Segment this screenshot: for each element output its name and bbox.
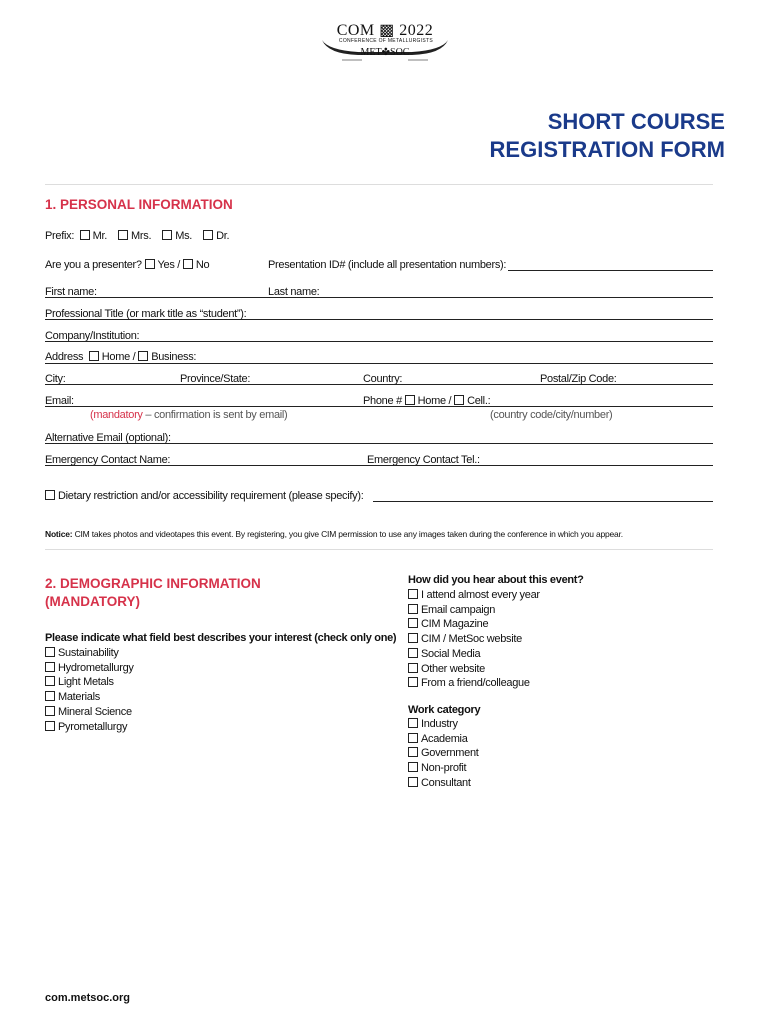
address-field[interactable] (45, 363, 713, 364)
option-label: Industry (421, 718, 458, 730)
professional-title-field[interactable] (45, 319, 713, 320)
checkbox[interactable] (45, 691, 55, 701)
option-label: Other website (421, 662, 485, 675)
page-title (490, 108, 725, 164)
address-home-checkbox[interactable] (89, 351, 99, 361)
work-option[interactable] (408, 732, 479, 747)
hear-list (408, 588, 540, 691)
presenter-no-checkbox[interactable] (183, 259, 193, 269)
interest-option[interactable] (45, 705, 134, 720)
checkbox[interactable] (408, 604, 418, 614)
company-label: Company/Institution: (45, 330, 140, 342)
checkbox[interactable] (45, 662, 55, 672)
checkbox[interactable] (45, 706, 55, 716)
dietary-row (45, 490, 363, 502)
last-name-label: Last name: (268, 286, 320, 298)
hear-option[interactable] (408, 632, 540, 647)
checkbox[interactable] (45, 676, 55, 686)
address-home-label: Home / (101, 351, 136, 363)
prefix-row (45, 230, 229, 242)
hear-option[interactable] (408, 617, 540, 632)
alt-email-field[interactable] (45, 443, 713, 444)
work-heading: Work category (408, 704, 481, 716)
checkbox[interactable] (408, 589, 418, 599)
title-line-1: SHORT COURSE (547, 109, 725, 134)
work-option[interactable] (408, 746, 479, 761)
phone-home-checkbox[interactable] (405, 395, 415, 405)
postal-label: Postal/Zip Code: (540, 373, 617, 385)
presenter-row (45, 259, 209, 271)
notice (45, 529, 623, 539)
interest-option[interactable] (45, 690, 134, 705)
interest-option[interactable] (45, 646, 134, 661)
section-2-heading-line-1: 2. DEMOGRAPHIC INFORMATION (45, 576, 261, 591)
alt-email-label: Alternative Email (optional): (45, 432, 171, 444)
dietary-checkbox[interactable] (45, 490, 55, 500)
dietary-field[interactable] (373, 501, 713, 502)
name-field[interactable] (45, 297, 713, 298)
address-business-label: Business: (151, 351, 197, 363)
option-label: Email campaign (421, 603, 496, 616)
email-note (90, 409, 287, 421)
section-2-heading (45, 575, 261, 611)
checkbox[interactable] (408, 733, 418, 743)
option-label: Pyrometallurgy (58, 720, 128, 733)
work-list (408, 717, 479, 791)
professional-title-label: Professional Title (or mark title as “student”): (45, 308, 247, 320)
hear-option[interactable] (408, 647, 540, 662)
phone-note: (country code/city/number) (490, 409, 613, 421)
email-label: Email: (45, 395, 74, 407)
title-line-2: REGISTRATION FORM (489, 137, 725, 162)
work-option[interactable] (408, 776, 479, 791)
interest-option[interactable] (45, 661, 134, 676)
address-business-checkbox[interactable] (138, 351, 148, 361)
hear-option[interactable] (408, 676, 540, 691)
checkbox[interactable] (45, 721, 55, 731)
option-label: Hydrometallurgy (58, 661, 134, 674)
option-label: Consultant (421, 776, 471, 789)
notice-label: Notice: (45, 529, 73, 539)
province-label: Province/State: (180, 373, 251, 385)
interest-heading: Please indicate what field best describes your interest (check only one) (45, 632, 397, 644)
first-name-label: First name: (45, 286, 97, 298)
email-phone-field[interactable] (45, 406, 713, 407)
hear-option[interactable] (408, 588, 540, 603)
presenter-yes-checkbox[interactable] (145, 259, 155, 269)
prefix-mrs-label: Mrs. (131, 230, 152, 242)
phone-cell-label: Cell.: (467, 395, 491, 407)
presenter-label: Are you a presenter? (45, 259, 142, 271)
checkbox[interactable] (408, 618, 418, 628)
interest-option[interactable] (45, 720, 134, 735)
option-label: Light Metals (58, 676, 114, 689)
option-label: CIM Magazine (421, 618, 489, 631)
work-option[interactable] (408, 717, 479, 732)
checkbox[interactable] (408, 633, 418, 643)
emergency-tel-label: Emergency Contact Tel.: (367, 454, 480, 466)
prefix-dr-checkbox[interactable] (203, 230, 213, 240)
presenter-no-label: No (195, 259, 210, 271)
presentation-id-label: Presentation ID# (include all presentation numbers): (268, 259, 507, 271)
address-row (45, 351, 196, 363)
hear-option[interactable] (408, 662, 540, 677)
emergency-field[interactable] (45, 465, 713, 466)
email-note-text: – confirmation is sent by email) (142, 409, 288, 421)
hear-option[interactable] (408, 603, 540, 618)
city-row-field[interactable] (45, 384, 713, 385)
footer-url[interactable]: com.metsoc.org (45, 992, 130, 1004)
prefix-ms-label: Ms. (175, 230, 193, 242)
checkbox[interactable] (408, 777, 418, 787)
interest-option[interactable] (45, 675, 134, 690)
prefix-mrs-checkbox[interactable] (118, 230, 128, 240)
divider (45, 549, 713, 550)
email-note-mandatory: (mandatory (90, 409, 143, 421)
presenter-yes-label: Yes / (157, 259, 181, 271)
option-label: From a friend/colleague (421, 677, 530, 690)
prefix-label: Prefix: (45, 230, 75, 242)
section-1-heading: 1. PERSONAL INFORMATION (45, 197, 233, 212)
phone-cell-checkbox[interactable] (454, 395, 464, 405)
option-label: Non-profit (421, 762, 467, 775)
logo-metsoc: — MET✤SOC — (348, 47, 422, 58)
checkbox[interactable] (408, 677, 418, 687)
option-label: I attend almost every year (421, 589, 540, 601)
logo-title: COM ▩ 2022 (336, 22, 434, 39)
emergency-name-label: Emergency Contact Name: (45, 454, 171, 466)
dietary-label: Dietary restriction and/or accessibility requirement (please specify): (58, 490, 364, 502)
prefix-dr-label: Dr. (216, 230, 230, 242)
checkbox[interactable] (45, 647, 55, 657)
option-label: Materials (58, 691, 100, 704)
option-label: CIM / MetSoc website (421, 633, 522, 646)
work-option[interactable] (408, 761, 479, 776)
country-label: Country: (363, 373, 403, 385)
option-label: Sustainability (58, 647, 119, 659)
interest-list (45, 646, 134, 734)
prefix-ms-checkbox[interactable] (162, 230, 172, 240)
option-label: Academia (421, 732, 468, 745)
checkbox[interactable] (408, 648, 418, 658)
hear-heading: How did you hear about this event? (408, 574, 584, 586)
checkbox[interactable] (408, 747, 418, 757)
phone-label: Phone # (363, 395, 402, 407)
city-label: City: (45, 373, 66, 385)
logo-subtitle: CONFERENCE OF METALLURGISTS (338, 38, 434, 44)
notice-text: CIM takes photos and videotapes this event. By registering, you give CIM permission to use any images taken during the conference in which you appear. (72, 529, 623, 539)
checkbox[interactable] (408, 663, 418, 673)
option-label: Mineral Science (58, 705, 132, 718)
option-label: Social Media (421, 647, 481, 660)
presentation-id-field[interactable] (508, 270, 713, 271)
divider (45, 184, 713, 185)
company-field[interactable] (45, 341, 713, 342)
prefix-mr-checkbox[interactable] (80, 230, 90, 240)
checkbox[interactable] (408, 718, 418, 728)
checkbox[interactable] (408, 762, 418, 772)
address-label: Address (45, 351, 84, 363)
phone-home-label: Home / (417, 395, 452, 407)
option-label: Government (421, 747, 479, 760)
prefix-mr-label: Mr. (92, 230, 107, 242)
section-2-heading-line-2: (MANDATORY) (45, 594, 140, 609)
